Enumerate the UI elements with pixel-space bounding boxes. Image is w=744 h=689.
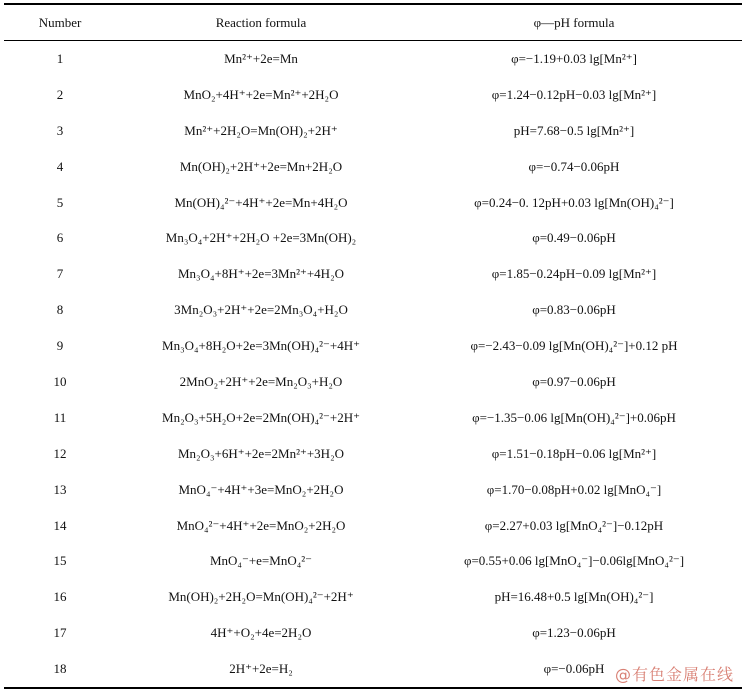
table-row [4, 185, 742, 221]
cell-number: 16 [53, 589, 67, 605]
cell-reaction-formula: Mn(OH)₄²⁻+4H⁺+2e=Mn+4H₂O [174, 194, 348, 210]
table-row [4, 220, 742, 256]
cell-phi-ph-formula: φ=2.27+0.03 lg[MnO₄²⁻]−0.12pH [484, 517, 664, 533]
table-row [4, 256, 742, 292]
table-row [4, 579, 742, 615]
cell-phi-ph-formula: pH=7.68−0.5 lg[Mn²⁺] [513, 122, 635, 138]
cell-phi-ph-formula: φ=−0.06pH [543, 661, 605, 677]
cell-phi-ph-formula: φ=1.24−0.12pH−0.03 lg[Mn²⁺] [491, 86, 657, 102]
cell-number: 11 [53, 409, 67, 425]
table-row [4, 292, 742, 328]
table-header [4, 4, 742, 41]
cell-phi-ph-formula: φ=1.51−0.18pH−0.06 lg[Mn²⁺] [491, 445, 657, 461]
cell-number: 1 [56, 50, 64, 66]
cell-phi-ph-formula: φ=0.24−0. 12pH+0.03 lg[Mn(OH)₄²⁻] [474, 194, 674, 210]
cell-phi-ph-formula: φ=0.55+0.06 lg[MnO₄⁻]−0.06lg[MnO₄²⁻] [463, 553, 685, 569]
cell-number: 8 [56, 302, 64, 318]
cell-reaction-formula: MnO₂+4H⁺+2e=Mn²⁺+2H₂O [183, 86, 339, 102]
cell-reaction-formula: Mn₃O₄+8H⁺+2e=3Mn²⁺+4H₂O [178, 266, 344, 282]
cell-number: 5 [56, 194, 64, 210]
cell-phi-ph-formula: φ=−1.19+0.03 lg[Mn²⁺] [511, 50, 637, 66]
table-row [4, 41, 742, 77]
cell-number: 18 [53, 661, 67, 677]
cell-phi-ph-formula: φ=−1.35−0.06 lg[Mn(OH)₄²⁻]+0.06pH [472, 409, 676, 425]
cell-number: 4 [56, 158, 64, 174]
cell-phi-ph-formula: φ=1.23−0.06pH [532, 625, 616, 641]
cell-reaction-formula: Mn(OH)₂+2H⁺+2e=Mn+2H₂O [179, 158, 343, 174]
cell-reaction-formula: Mn²⁺+2H₂O=Mn(OH)₂+2H⁺ [184, 122, 338, 138]
table-row [4, 149, 742, 185]
cell-reaction-formula: MnO₄²⁻+4H⁺+2e=MnO₂+2H₂O [176, 517, 346, 533]
cell-phi-ph-formula: φ=0.83−0.06pH [532, 302, 616, 318]
cell-phi-ph-formula: φ=1.85−0.24pH−0.09 lg[Mn²⁺] [491, 266, 657, 282]
cell-reaction-formula: Mn₂O₃+5H₂O+2e=2Mn(OH)₄²⁻+2H⁺ [162, 409, 360, 425]
table-row [4, 615, 742, 651]
table-row [4, 472, 742, 508]
header-row [4, 4, 742, 41]
cell-number: 3 [56, 122, 64, 138]
table-row [4, 543, 742, 579]
cell-reaction-formula: 2MnO₂+2H⁺+2e=Mn₂O₃+H₂O [179, 373, 343, 389]
cell-number: 2 [56, 86, 64, 102]
table-row [4, 508, 742, 544]
cell-number: 15 [53, 553, 67, 569]
cell-reaction-formula: 4H⁺+O₂+4e=2H₂O [210, 625, 312, 641]
cell-reaction-formula: Mn²⁺+2e=Mn [224, 50, 298, 66]
cell-number: 12 [53, 445, 67, 461]
cell-number: 13 [53, 481, 67, 497]
table-row [4, 436, 742, 472]
cell-reaction-formula: MnO₄⁻+4H⁺+3e=MnO₂+2H₂O [178, 481, 344, 497]
data-table-container [4, 3, 742, 689]
cell-phi-ph-formula: φ=0.49−0.06pH [532, 230, 616, 246]
header-phi-ph-formula: φ—pH formula [533, 14, 615, 30]
cell-phi-ph-formula: φ=0.97−0.06pH [532, 373, 616, 389]
cell-number: 7 [56, 266, 64, 282]
header-reaction-formula: Reaction formula [215, 14, 307, 30]
cell-phi-ph-formula: φ=−2.43−0.09 lg[Mn(OH)₄²⁻]+0.12 pH [470, 338, 678, 354]
cell-number: 9 [56, 338, 64, 354]
table-row [4, 328, 742, 364]
cell-number: 6 [56, 230, 64, 246]
table-row [4, 77, 742, 113]
cell-reaction-formula: Mn₂O₃+6H⁺+2e=2Mn²⁺+3H₂O [178, 445, 344, 461]
cell-phi-ph-formula: φ=−0.74−0.06pH [528, 158, 620, 174]
cell-reaction-formula: MnO₄⁻+e=MnO₄²⁻ [209, 553, 312, 569]
cell-phi-ph-formula: φ=1.70−0.08pH+0.02 lg[MnO₄⁻] [486, 481, 662, 497]
cell-number: 10 [53, 373, 67, 389]
cell-reaction-formula: Mn₃O₄+2H⁺+2H₂O +2e=3Mn(OH)₂ [165, 230, 357, 246]
table-row [4, 364, 742, 400]
cell-reaction-formula: Mn(OH)₂+2H₂O=Mn(OH)₄²⁻+2H⁺ [168, 589, 354, 605]
table-row [4, 113, 742, 149]
cell-phi-ph-formula: pH=16.48+0.5 lg[Mn(OH)₄²⁻] [494, 589, 654, 605]
cell-number: 14 [53, 517, 67, 533]
cell-reaction-formula: 3Mn₂O₃+2H⁺+2e=2Mn₃O₄+H₂O [174, 302, 348, 318]
watermark: @有色金属在线 [614, 665, 734, 684]
cell-number: 17 [53, 625, 67, 641]
table-body [4, 41, 742, 689]
table-row [4, 400, 742, 436]
header-number: Number [38, 14, 82, 30]
cell-reaction-formula: Mn₃O₄+8H₂O+2e=3Mn(OH)₄²⁻+4H⁺ [162, 338, 360, 354]
cell-reaction-formula: 2H⁺+2e=H₂ [229, 661, 293, 677]
reaction-table [4, 3, 742, 689]
